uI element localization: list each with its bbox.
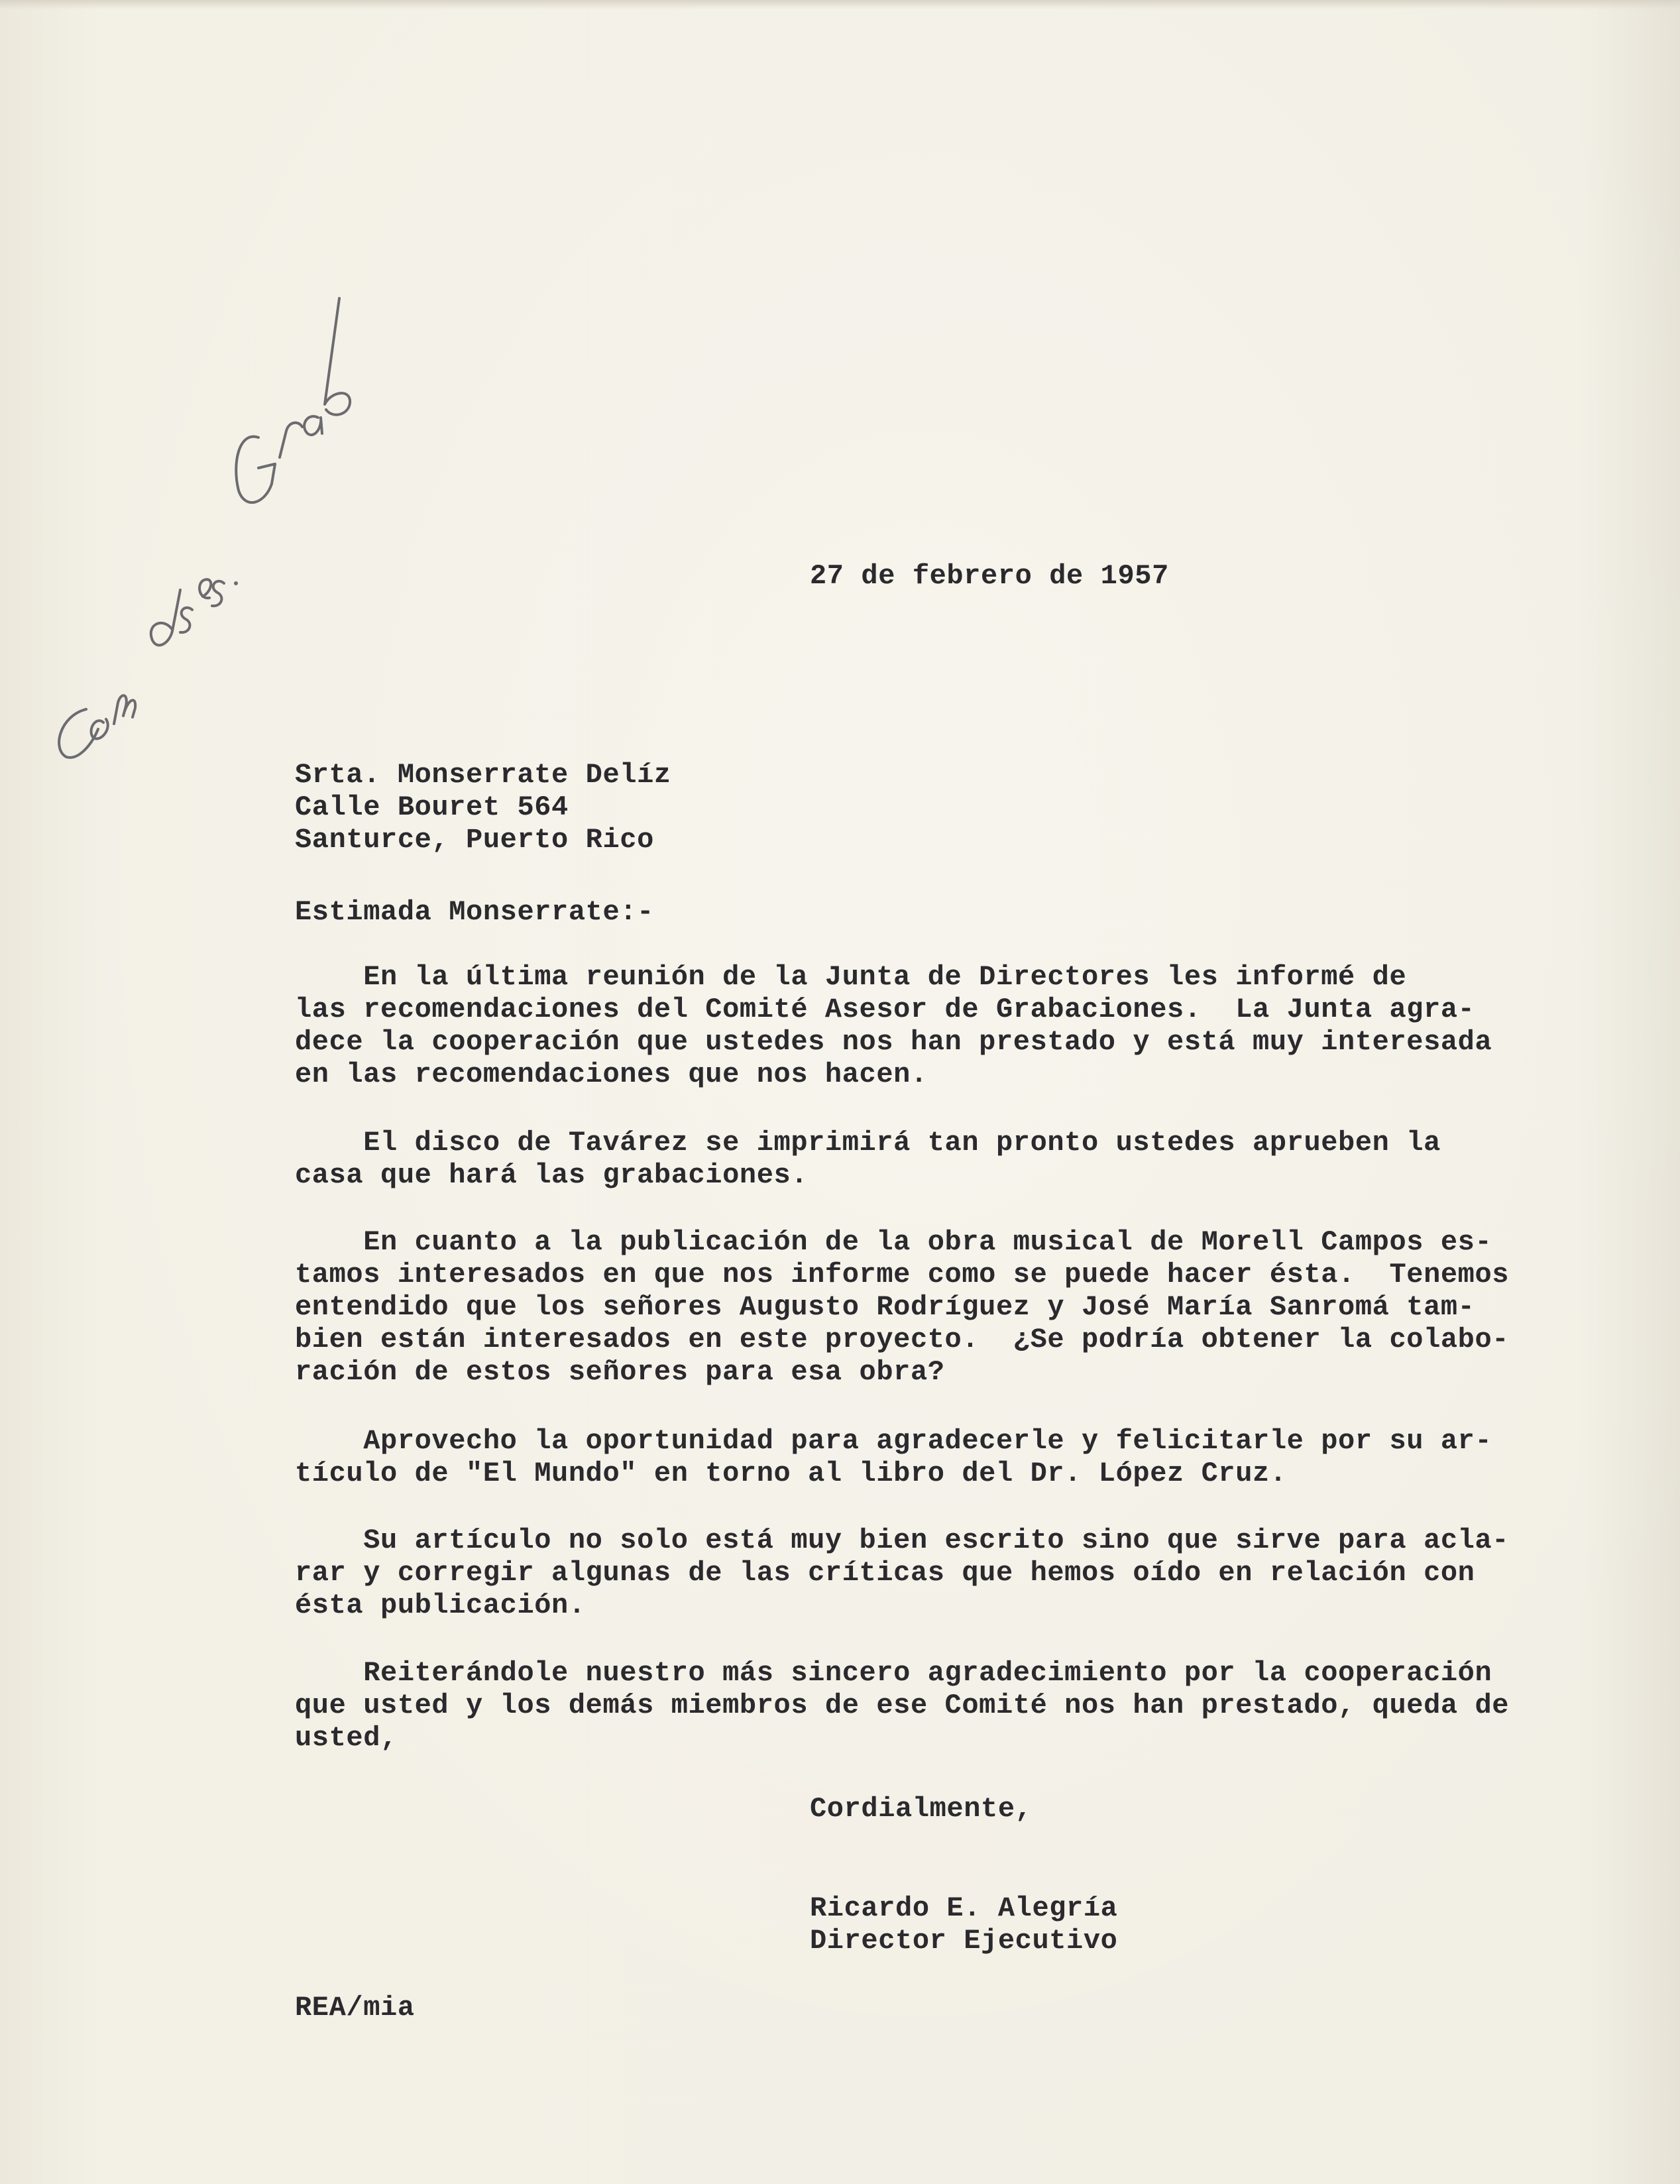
recipient-city: Santurce, Puerto Rico: [295, 824, 654, 856]
paragraph-3-line: entendido que los señores Augusto Rodríguez y José María Sanromá tam-: [295, 1291, 1475, 1323]
reference-initials: REA/mia: [295, 1992, 415, 2024]
recipient-name: Srta. Monserrate Delíz: [295, 759, 671, 791]
paragraph-3-line: En cuanto a la publicación de la obra musical de Morell Campos es-: [295, 1226, 1492, 1258]
paragraph-1-line: las recomendaciones del Comité Asesor de Grabaciones. La Junta agra-: [295, 994, 1475, 1025]
paragraph-4-line: Aprovecho la oportunidad para agradecerle y felicitarle por su ar-: [295, 1425, 1492, 1457]
paragraph-2-line: casa que hará las grabaciones.: [295, 1159, 809, 1191]
paragraph-5-line: ésta publicación.: [295, 1589, 586, 1621]
closing: Cordialmente,: [810, 1793, 1033, 1825]
salutation: Estimada Monserrate:-: [295, 896, 654, 928]
paragraph-5-line: rar y corregir algunas de las críticas que hemos oído en relación con: [295, 1557, 1475, 1589]
paragraph-1-line: en las recomendaciones que nos hacen.: [295, 1059, 928, 1090]
paragraph-3-line: bien están interesados en este proyecto. ¿Se podría obtener la colabo-: [295, 1324, 1510, 1355]
handwritten-annotation: [40, 152, 358, 762]
paragraph-3-line: ración de estos señores para esa obra?: [295, 1356, 945, 1388]
signer-name: Ricardo E. Alegría: [810, 1892, 1118, 1924]
letter-date: 27 de febrero de 1957: [810, 560, 1169, 592]
paragraph-1-line: En la última reunión de la Junta de Directores les informé de: [295, 961, 1407, 993]
paragraph-6-line: que usted y los demás miembros de ese Comité nos han prestado, queda de: [295, 1690, 1510, 1721]
recipient-street: Calle Bouret 564: [295, 791, 569, 823]
paragraph-6-line: Reiterándole nuestro más sincero agradecimiento por la cooperación: [295, 1657, 1492, 1689]
paragraph-3-line: tamos interesados en que nos informe como se puede hacer ésta. Tenemos: [295, 1259, 1510, 1291]
paragraph-1-line: dece la cooperación que ustedes nos han prestado y está muy interesada: [295, 1026, 1492, 1058]
paragraph-6-line: usted,: [295, 1722, 398, 1754]
paragraph-5-line: Su artículo no solo está muy bien escrito sino que sirve para acla-: [295, 1524, 1510, 1556]
paragraph-2-line: El disco de Tavárez se imprimirá tan pronto ustedes aprueben la: [295, 1127, 1441, 1159]
signer-title: Director Ejecutivo: [810, 1925, 1118, 1957]
paper-top-edge: [0, 0, 1680, 9]
paragraph-4-line: tículo de "El Mundo" en torno al libro del Dr. López Cruz.: [295, 1458, 1287, 1489]
